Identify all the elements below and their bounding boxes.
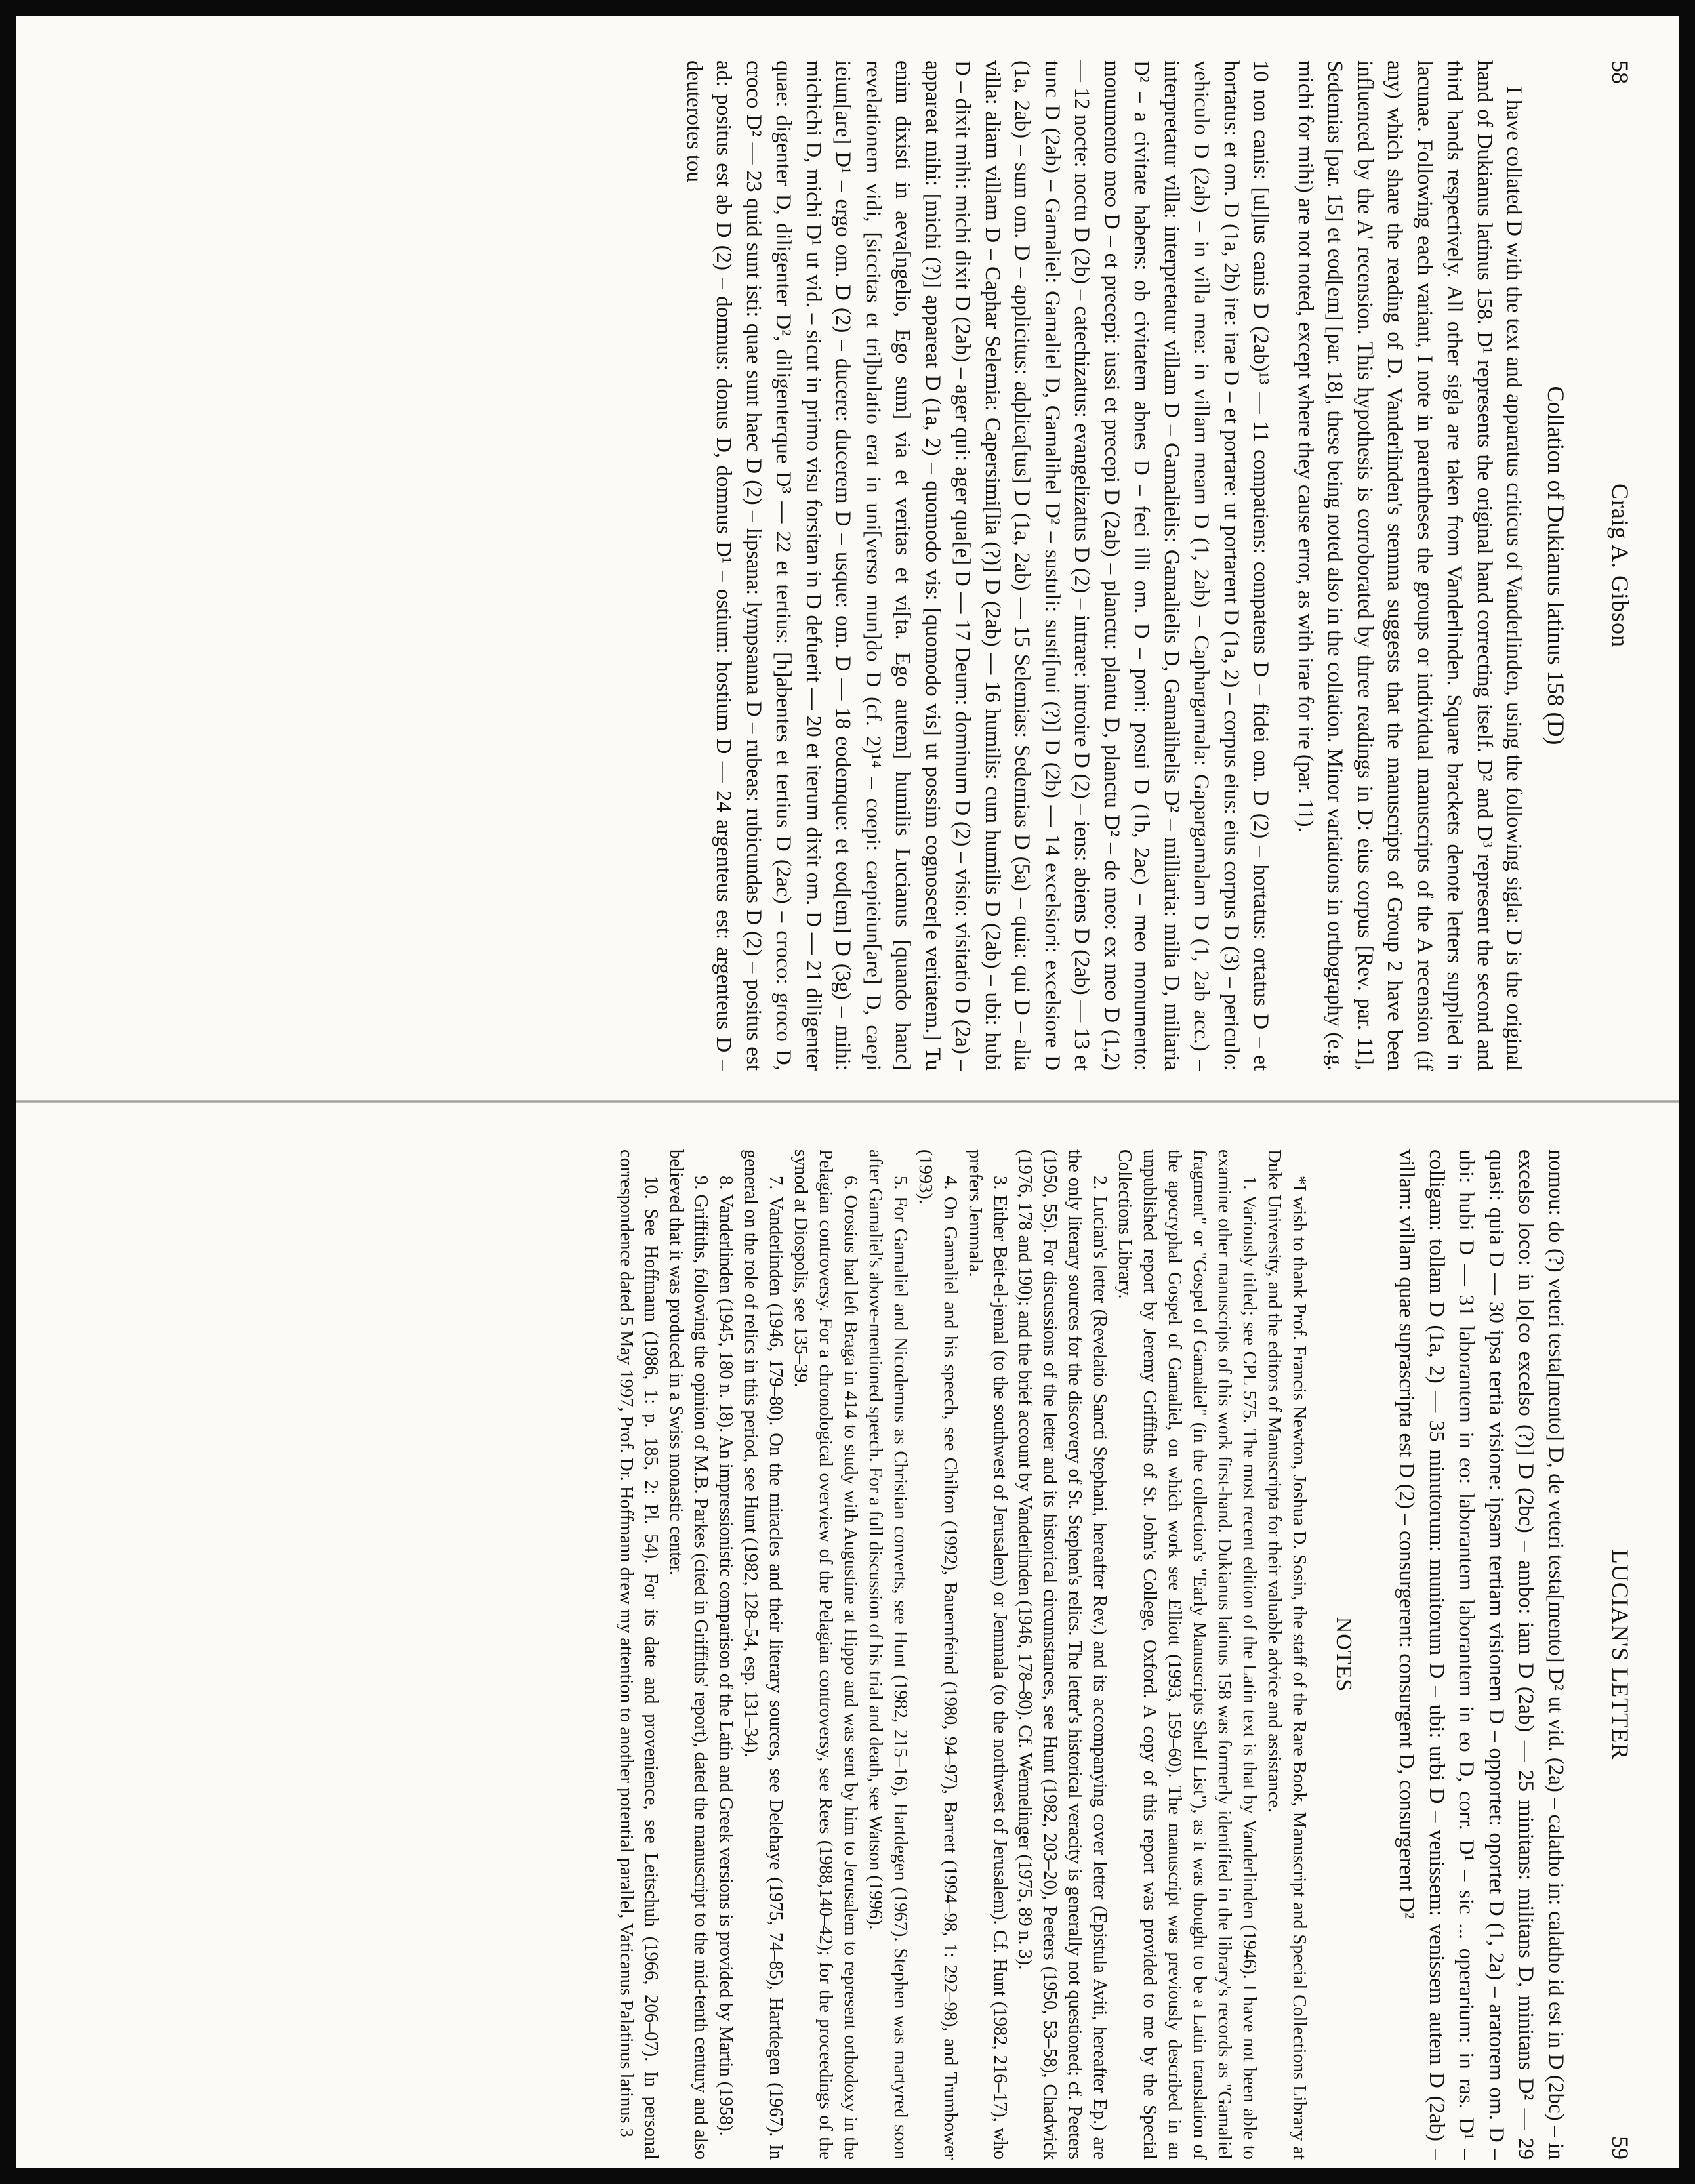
- page-number-right: 59: [1607, 2136, 1633, 2160]
- note-2: 2. Lucian's letter (Revelatio Sancti Stephani, hereafter Rev.) and its accompanying cover letter (Epistula Aviti, hereafter Ep.) are the only literary sources for the discovery of St. Stephen's relics. The letter's historical veracity is generally not questioned; cf. Peeters (1950, 55). For discussions of the letter and its historical circumstances, see Hunt (1982, 203–20), Peeters (1950, 53–58), Chadwick (1976, 178 and 190); and the brief account by Vanderlinden (1946, 178–80). Cf. Wermelinger (1975, 89 n. 3).: [1015, 1149, 1111, 2160]
- notes-heading: NOTES: [1332, 1617, 1356, 1693]
- collation-apparatus: 10 non canis: [ul]lus canis D (2ab)¹³ — 11 compatiens: compatens D – fidei om. D (2) – hortatus: ortatus D – et hortatus: et om. D (1a, 2b) ire: irae D – et portare: ut portarent D (1a, 2) – corpus eius: eius corpus D (3) – periculo: vehiculo D (2ab) – in villa mea: in villam meam D (1, 2ab) – Caphargamala: Gapargamalam D (1, 2ab acc.) – interpretatur villa: interpretatur villam D – Gamalielis: Gamalielis D, Gamalihelis D² – milliaria: milia D, miliaria D² – a civitate habens: ob civitatem abnes D – feci illi om. D – poni: posui D (1b, 2ac) – meo monumento: monumento meo D – et precepi: iussi et precepi D (2ab) – planctu: plantu D, planctu D² – de meo: ex meo D (1,2) — 12 nocte: noctu D (2b) – catechizatus: evangelizatus D (2) – intrare: introire D (2) – iens: abiens D (2ab) — 13 et tunc D (2ab) – Gamaliel: Gamaliel D, Gamalihel D² – sustuli: susti[nui (?)] D (2b) — 14 excelsiori: excelsiore D (1a, 2ab) – sum om. D – applicitus: adplica[tus] D (1a, 2ab) — 15 Selemias: Sedemias D (5a) – quia: qui D – alia villa: aliam villam D – Caphar Selemia: Capersimi[lia (?)] D (2ab) — 16 humilis: cum humilis D (2ab) – ubi: hubi D – dixit mihi: michi dixit D (2ab) – ager qui: ager qua[e] D — 17 Deum: dominum D (2) – visio: visitatio D (2a) – appareat mihi: [michi (?)] appareat D (1a, 2) – quomodo vis: [quomodo vis] ut possim cognoscer[e veritatem.] Tu enim dixisti in aeva[ngelio, Ego sum] via et veritas et vi[ta. Ego autem] humilis Lucianus [quando hanc] revelationem vidi, [siccitas et tri]bulatio erat in uni[verso mun]do D (cf. 2)¹⁴ – coepi: caepieiun[are] D, caepi ieiun[are] D¹ – ergo om. D (2) – ducere: ducerem D – usque: om. D — 18 eodemque: et eod[em] D (3g) – mihi: michichi D, michi D¹ ut vid. – sicut in primo visu forsitan in D defuerit — 20 et iterum dixit om. D — 21 diligenter quae: digenter D, diligenter D², diligenterque D³ — 22 et tertius: [h]abentes et tertius D (2ac) – croco: groco D, croco D² — 23 quid sunt isti: quae sunt haec D (2) – lipsana: lympsanna D – rubeas: rubicundas D (2) – positus est ad: positus est ab D (2) – domnus: donus D, domnus D¹ – ostium: hostium D — 24 argenteus est: argenteus D – deuterotes tou: [682, 60, 1273, 1071]
- note-9: 9. Griffiths, following the opinion of M.B. Parkes (cited in Griffiths' report), dated the manuscript to the mid-tenth century and also believed that it was produced in a Swiss monastic center.: [666, 1149, 712, 2160]
- running-head-title: LUCIAN'S LETTER: [1607, 1549, 1633, 1760]
- running-head-author: Craig A. Gibson: [1607, 483, 1633, 648]
- note-8: 8. Vanderlinden (1945, 180 n. 18). An impressionistic comparison of the Latin and Greek versions is provided by Martin (1958).: [716, 1176, 737, 2136]
- note-1: 1. Variously titled; see CPL 575. The most recent edition of the Latin text is that by Vanderlinden (1946). I have not been able to examine other manuscripts of this work first-hand. Dukianus latinus 158 was formerly identified in the library's records as "Gamaliel fragment" or "Gospel of Gamaliel" (in the collection's "Early Manuscripts Shelf List"), as it was thought to be a Latin translation of the apocryphal Gospel of Gamaliel, on which work see Elliott (1993, 159–60). The manuscript was previously described in an unpublished report by Jeremy Griffiths of St. John's College, Oxford. A copy of this report was provided to me by the Special Collections Library.: [1114, 1149, 1260, 2160]
- note-7: 7. Vanderlinden (1946, 179–80). On the miracles and their literary sources, see Delehaye (1975, 74–85), Hartdegen (1967). In general on the role of relics in this period, see Hunt (1982, 128–54, esp. 131–34).: [741, 1149, 786, 2160]
- notes-list: [614, 1149, 1312, 2160]
- note-3: 3. Either Beit-el-jemal (to the southwest of Jerusalem) or Jemmala (to the northwest of Jerusalem). Cf. Hunt (1982, 216–17), who prefers Jemmala.: [965, 1149, 1011, 2160]
- right-page-header: [1589, 1149, 1635, 2160]
- left-page-header: [1589, 60, 1635, 1071]
- section-title: Collation of Dukianus latinus 158 (D): [1543, 386, 1569, 745]
- page-fold: [16, 1100, 1679, 1103]
- note-5: 5. For Gamaliel and Nicodemus as Christian converts, see Hunt (1982, 215–16), Hartdegen (1967). Stephen was martyred soon after Gamaliel's above-mentioned speech. For a full discussion of his trial and death, see Watson (1996).: [865, 1149, 911, 2160]
- note-acknowledgement: *I wish to thank Prof. Francis Newton, Joshua D. Sosin, the staff of the Rare Book, Manuscript and Special Collections Library at Duke University, and the editors of Manuscripta for their valuable advice and assistance.: [1264, 1149, 1310, 2160]
- scanned-sheet: [16, 16, 1679, 2168]
- page-number-left: 58: [1607, 60, 1633, 84]
- left-page: [73, 60, 1635, 1071]
- right-page: [73, 1149, 1635, 2160]
- collation-intro-paragraph: I have collated D with the text and apparatus criticus of Vanderlinden, using the following sigla: D is the original hand of Dukianus latinus 158. D¹ represents the original hand correcting itself. D² and D³ represent the second and third hands respectively. All other sigla are taken from Vanderlinden. Square brackets denote letters supplied in lacunae. Following each variant, I note in parentheses the groups or individual manuscripts of the A recension (if any) which share the reading of D. Vanderlinden's stemma suggests that the manuscripts of Group 2 have been influenced by the A' recension. This hypothesis is corroborated by three readings in D: eius corpus [Rev. par. 11], Sedemias [par. 15] et eod[em] [par. 18], these being noted also in the collation. Minor variations in orthography (e.g. michi for mihi) are not noted, except where they cause error, as with irae for ire (par. 11).: [1294, 60, 1526, 1071]
- collation-continuation: nomou: do (?) veteri testa[mento] D, de veteri testa[mento] D² ut vid. (2a) – calatho in: calatho id est in D (2bc) – in excelso loco: in lo[co excelso (?)] D (2bc) – ambo: iam D (2ab) — 25 minitans: militans D, minitans D² — 29 quasi: quia D — 30 ipsa tertia visione: ipsam tertiam visionem D – opportet: oportet D (1, 2a) – aratorem om. D – ubi: hubi D — 31 laborantem in eo: laborantem laborantem in eo D, corr. D¹ – sic ... operarium: in ras. D¹ – colligam: tollam D (1a, 2) — 35 minutorum: munitorum D – ubi: urbi D – venissem: venissem autem D (2ab) – villam: villam quae suprascripta est D (2) – consurgerent: consurgent D, consurgerent D²: [1395, 1149, 1568, 2160]
- note-6: 6. Orosius had left Braga in 414 to study with Augustine at Hippo and was sent by him to Jerusalem to represent orthodoxy in the Pelagian controversy. For a chronological overview of the Pelagian controversy, see Rees (1988,140–42); for the proceedings of the synod at Diospolis, see 135–39.: [790, 1149, 861, 2160]
- note-4: 4. On Gamaliel and his speech, see Chilton (1992), Bauernfeind (1980, 94–97), Barrett (1994–98, 1: 292–98), and Trumbower (1993).: [915, 1149, 961, 2160]
- note-10: 10. See Hoffmann (1986, 1: p. 185, 2: Pl. 54). For its date and provenience, see Leitschuh (1966, 206–07). In personal correspondence dated 5 May 1997, Prof. Dr. Hoffmann drew my attention to another potential parallel, Vaticanus Palatinus latinus 3: [616, 1149, 662, 2160]
